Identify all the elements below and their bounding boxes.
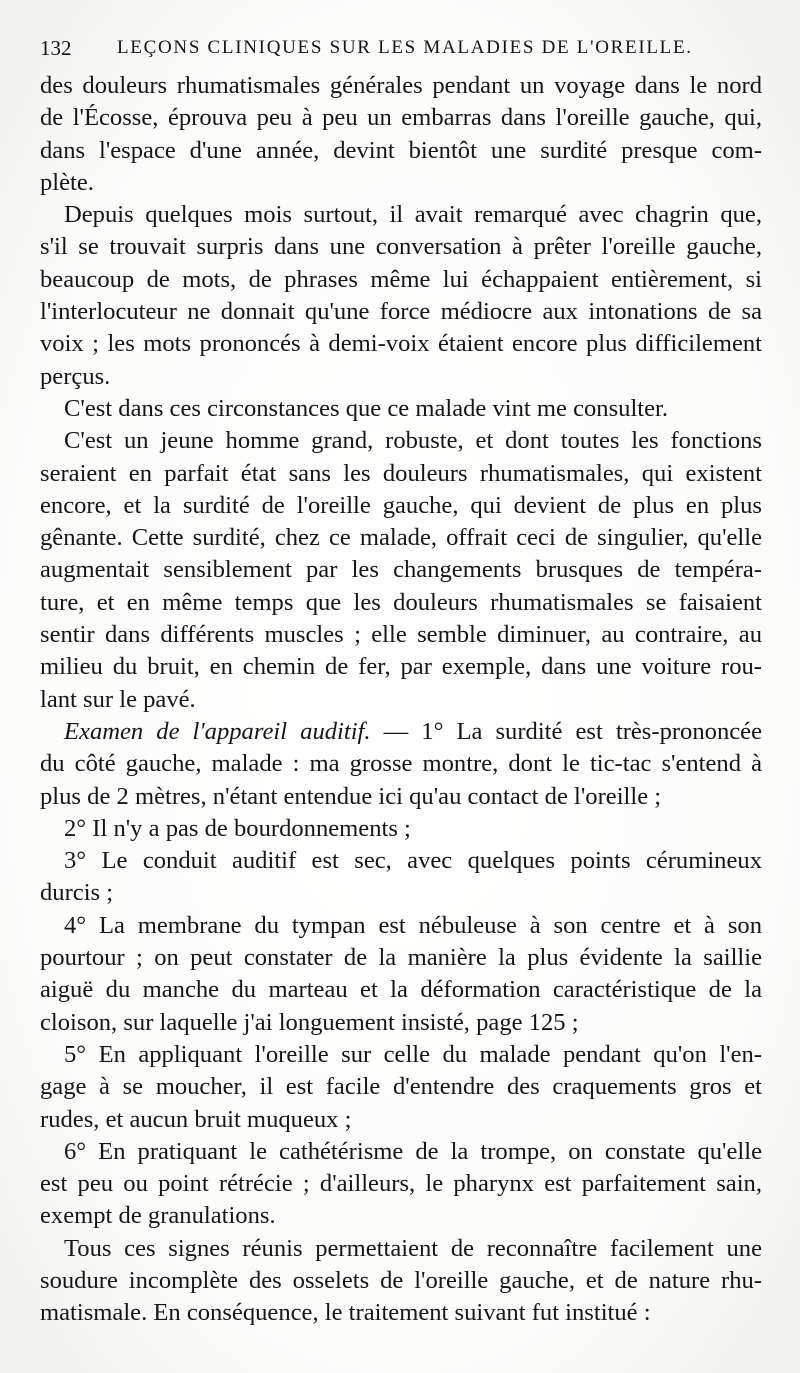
text-line: s'il se trouvait surpris dans une conversation à prêter l'oreille gauche,: [40, 233, 762, 261]
text-line: soudure incomplète des osselets de l'oreille gauche, et de nature rhu-: [40, 1266, 762, 1294]
text-line: encore, et la surdité de l'oreille gauche, qui devient de plus en plus: [40, 491, 762, 519]
text-line: 4° La membrane du tympan est nébuleuse à son centre et à son: [64, 911, 762, 939]
text-line: est peu ou point rétrécie ; d'ailleurs, le pharynx est parfaitement sain,: [40, 1170, 762, 1198]
text-line: seraient en parfait état sans les douleurs rhumatismales, qui existent: [40, 459, 762, 487]
text-line: dans l'espace d'une année, devint bientôt une surdité presque com-: [40, 136, 762, 164]
text-line-continuation: — 1° La surdité est très-prononcée: [383, 717, 762, 745]
page-number: 132: [40, 36, 72, 60]
text-line: augmentait sensiblement par les changements brusques de tempéra-: [40, 556, 762, 584]
text-line: 2° Il n'y a pas de bourdonnements ;: [64, 814, 411, 842]
text-line: 3° Le conduit auditif est sec, avec quelques points cérumineux: [64, 847, 762, 875]
text-line: rudes, et aucun bruit muqueux ;: [40, 1105, 352, 1133]
text-line: voix ; les mots prononcés à demi-voix étaient encore plus difficilement: [40, 330, 762, 358]
text-line: milieu du bruit, en chemin de fer, par exemple, dans une voiture rou-: [40, 653, 762, 681]
text-line: durcis ;: [40, 879, 114, 907]
running-title: LEÇONS CLINIQUES SUR LES MALADIES DE L'OREILLE.: [117, 37, 693, 58]
text-line: perçus.: [40, 362, 111, 390]
text-line: du côté gauche, malade : ma grosse montre, dont le tic-tac s'entend à: [40, 750, 762, 778]
text-line: ture, et en même temps que les douleurs rhumatismales se faisaient: [40, 588, 762, 616]
text-line: beaucoup de mots, de phrases même lui échappaient entièrement, si: [40, 265, 762, 293]
text-line: aiguë du manche du marteau et la déformation caractéristique de la: [40, 976, 762, 1004]
text-line: sentir dans différents muscles ; elle semble diminuer, au contraire, au: [40, 621, 762, 649]
section-subheading: Examen de l'appareil auditif.: [64, 717, 371, 745]
text-line: 5° En appliquant l'oreille sur celle du malade pendant qu'on l'en-: [64, 1040, 762, 1068]
text-line: exempt de granulations.: [40, 1202, 276, 1230]
text-line: gage à se moucher, il est facile d'entendre des craquements gros et: [40, 1073, 762, 1101]
text-line: 6° En pratiquant le cathétérisme de la trompe, on constate qu'elle: [64, 1137, 762, 1165]
text-line: lant sur le pavé.: [40, 685, 196, 713]
text-line: l'interlocuteur ne donnait qu'une force médiocre aux intonations de sa: [40, 298, 762, 326]
text-line: de l'Écosse, éprouva peu à peu un embarras dans l'oreille gauche, qui,: [40, 104, 762, 132]
text-line: cloison, sur laquelle j'ai longuement insisté, page 125 ;: [40, 1008, 579, 1036]
text-line: Tous ces signes réunis permettaient de reconnaître facilement une: [64, 1234, 762, 1262]
text-line: plus de 2 mètres, n'étant entendue ici qu'au contact de l'oreille ;: [40, 782, 662, 810]
text-line: plète.: [40, 168, 94, 196]
text-line: gênante. Cette surdité, chez ce malade, offrait ceci de singulier, qu'elle: [40, 524, 762, 552]
text-line: pourtour ; on peut constater de la manière la plus évidente la saillie: [40, 944, 762, 972]
running-head: [40, 32, 762, 64]
text-line: des douleurs rhumatismales générales pendant un voyage dans le nord: [40, 72, 762, 99]
body-text: [40, 70, 762, 1330]
text-line: C'est un jeune homme grand, robuste, et dont toutes les fonctions: [64, 427, 762, 455]
text-line: Depuis quelques mois surtout, il avait remarqué avec chagrin que,: [64, 201, 762, 229]
text-line: matismale. En conséquence, le traitement suivant fut institué :: [40, 1299, 651, 1327]
text-line: C'est dans ces circonstances que ce malade vint me consulter.: [64, 394, 669, 422]
text-line: [40, 716, 762, 748]
